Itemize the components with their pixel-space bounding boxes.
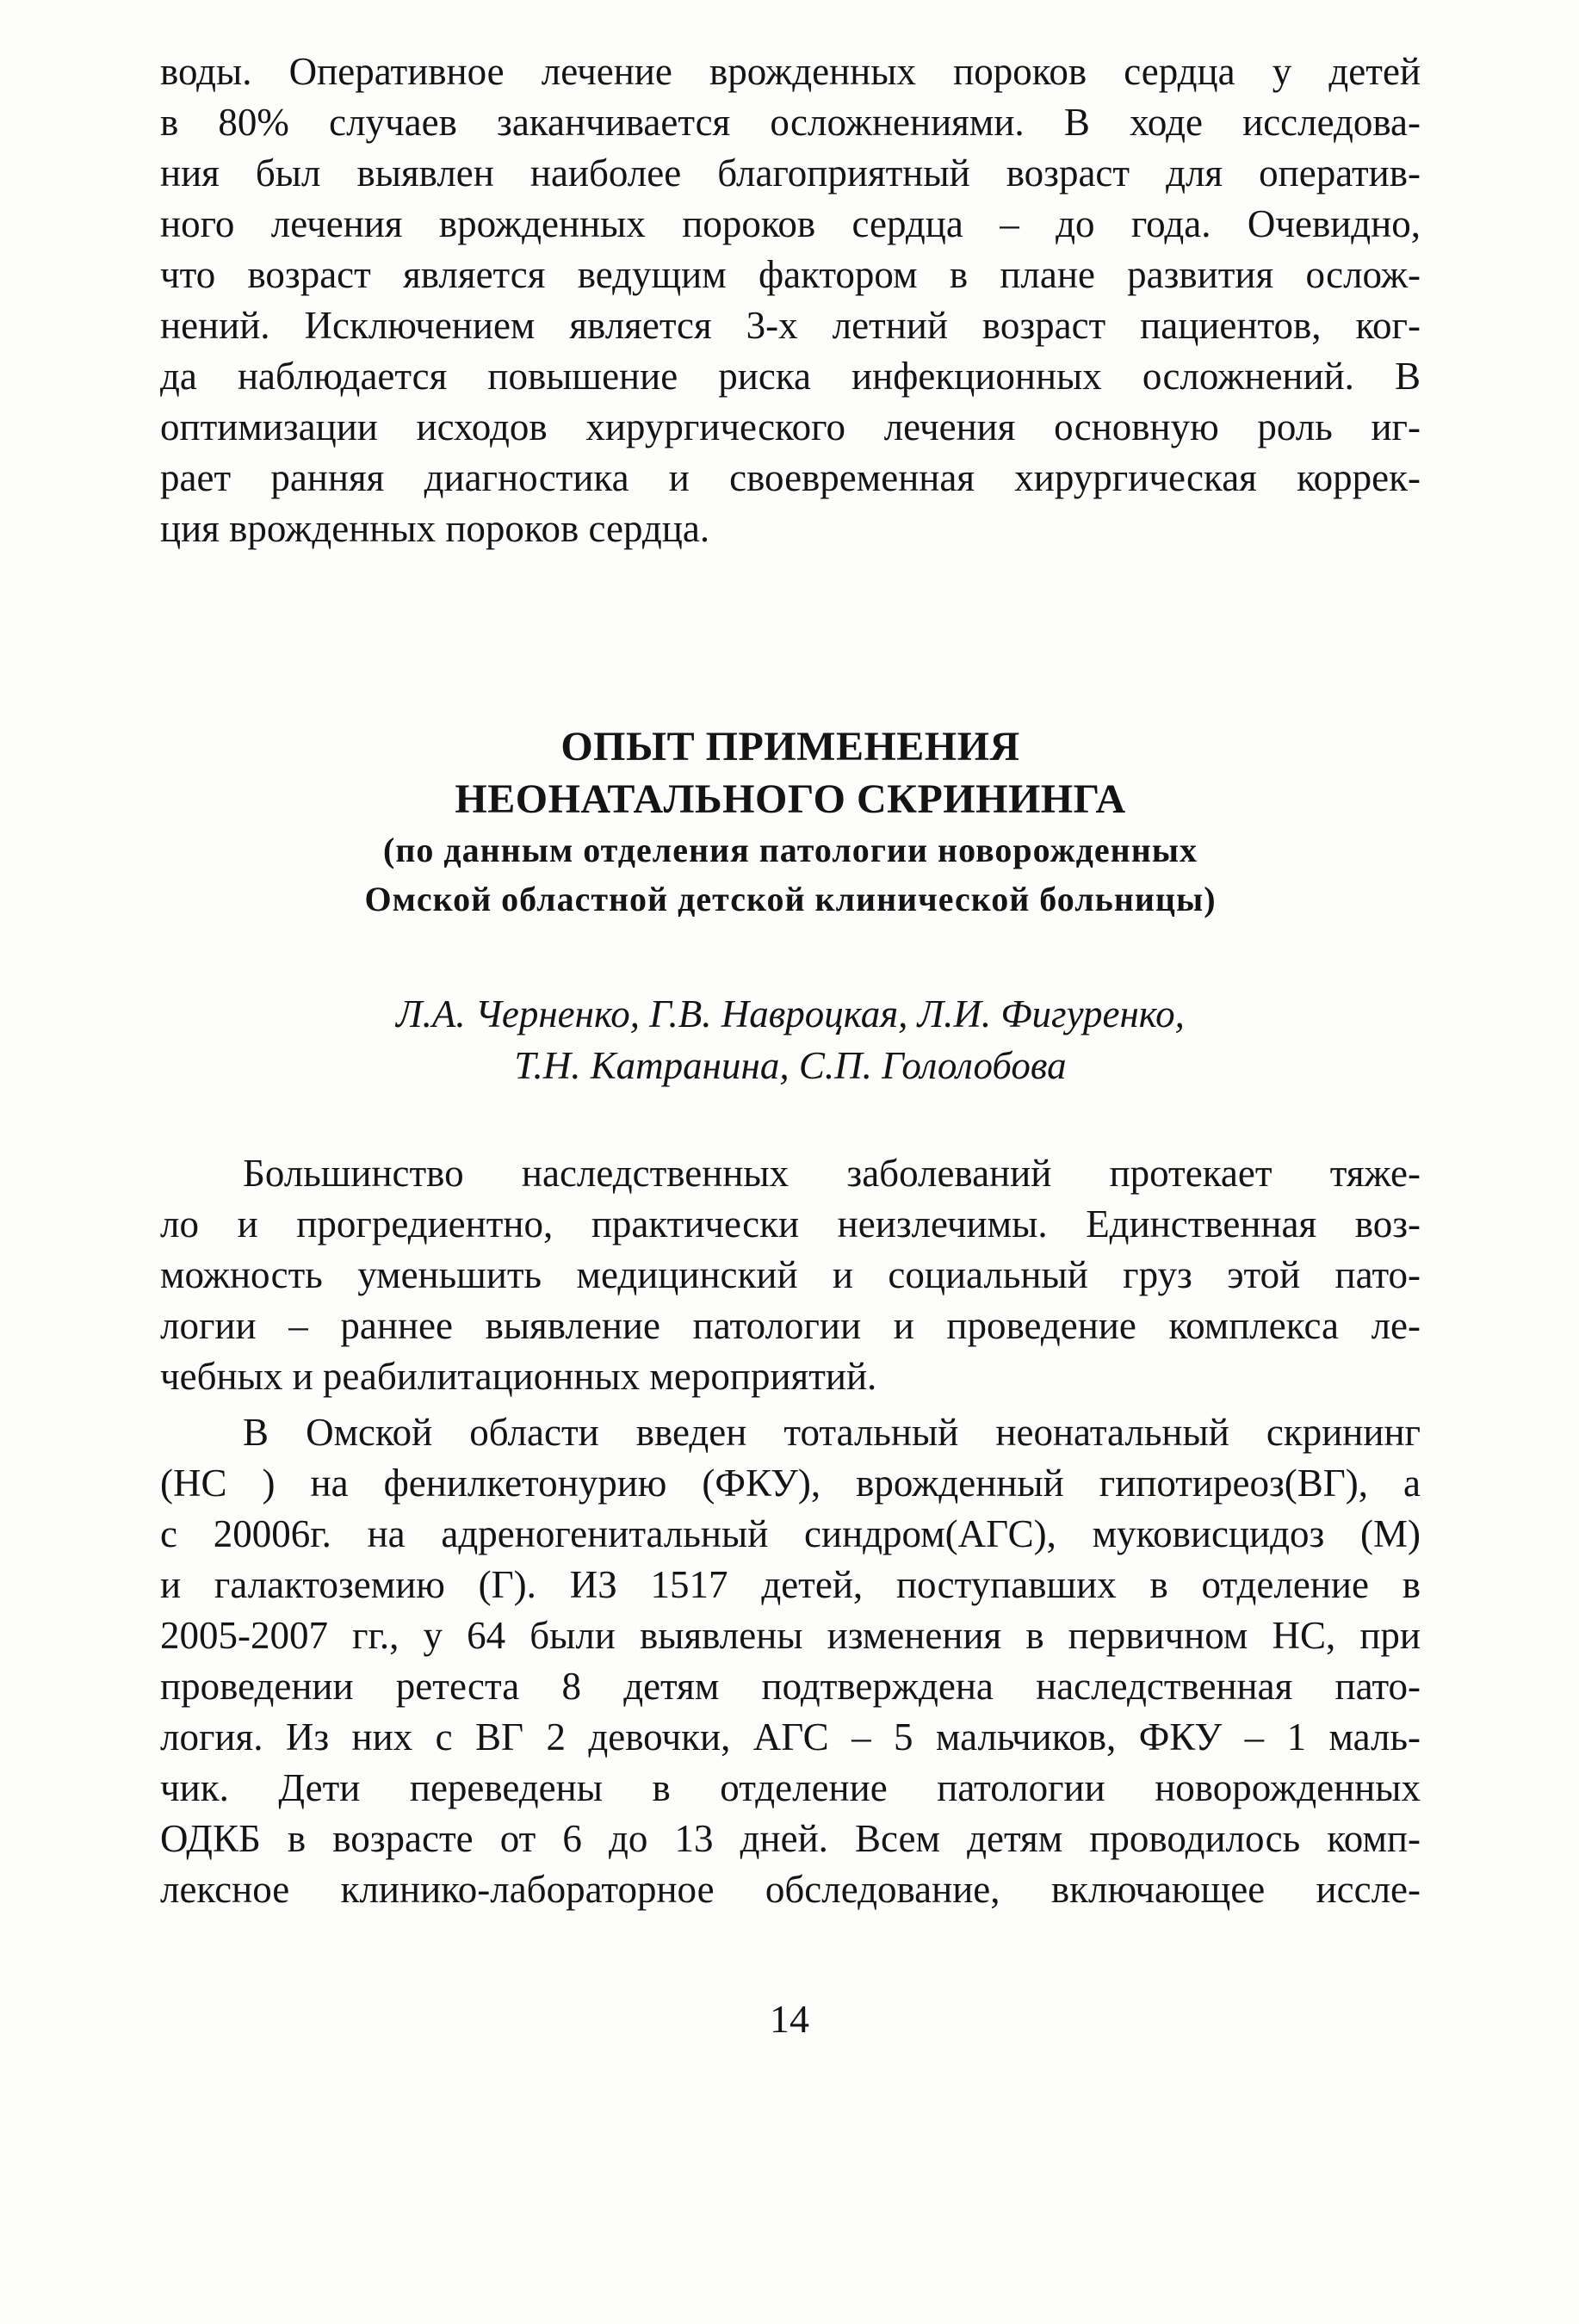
text-line: (НС ) на фенилкетонурию (ФКУ), врожденный гипотиреоз(ВГ), а (160, 1462, 1421, 1505)
text-line: оптимизации исходов хирургического лечения основную роль иг- (160, 405, 1421, 448)
text-line: ция врожденных пороков сердца. (160, 507, 710, 550)
article-title-line: ОПЫТ ПРИМЕНЕНИЯ (560, 724, 1020, 770)
text-line: нений. Исключением является 3-х летний возраст пациентов, ког- (160, 304, 1421, 347)
text-line: Большинство наследственных заболеваний протекает тяже- (243, 1152, 1421, 1195)
text-line: можность уменьшить медицинский и социальный груз этой пато- (160, 1253, 1421, 1296)
text-line: ло и прогредиентно, практически неизлечимы. Единственная воз- (160, 1202, 1421, 1245)
text-line: логии – раннее выявление патологии и проведение комплекса ле- (160, 1304, 1421, 1347)
article-heading (160, 720, 1421, 924)
text-line: чик. Дети переведены в отделение патологии новорожденных (160, 1766, 1421, 1809)
authors-line: Т.Н. Катранина, С.П. Гололобова (514, 1044, 1067, 1087)
paragraph-screening (160, 1407, 1421, 1915)
article-authors (160, 988, 1421, 1091)
text-line: В Омской области введен тотальный неонатальный скрининг (243, 1411, 1421, 1454)
text-line: чебных и реабилитационных мероприятий. (160, 1355, 877, 1398)
article-subtitle-line: Омской областной детской клинической больницы) (364, 880, 1217, 918)
text-line: лексное клинико-лабораторное обследование, включающее иссле- (160, 1868, 1421, 1911)
text-line: ОДКБ в возрасте от 6 до 13 дней. Всем детям проводилось комп- (160, 1817, 1421, 1860)
text-line: в 80% случаев заканчивается осложнениями. В ходе исследова- (160, 101, 1421, 144)
text-line: с 20006г. на адреногенитальный синдром(АГС), муковисцидоз (М) (160, 1512, 1421, 1555)
text-line: ния был выявлен наиболее благоприятный возраст для оператив- (160, 151, 1421, 195)
text-line: воды. Оперативное лечение врожденных пороков сердца у детей (160, 50, 1421, 93)
page-number: 14 (770, 1997, 809, 2041)
text-line: что возраст является ведущим фактором в плане развития ослож- (160, 253, 1421, 296)
text-line: логия. Из них с ВГ 2 девочки, АГС – 5 мальчиков, ФКУ – 1 маль- (160, 1715, 1421, 1758)
text-line: и галактоземию (Г). ИЗ 1517 детей, поступавших в отделение в (160, 1563, 1421, 1606)
article-subtitle-line: (по данным отделения патологии новорожденных (383, 831, 1198, 869)
text-line: ного лечения врожденных пороков сердца – до года. Очевидно, (160, 202, 1421, 245)
text-line: да наблюдается повышение риска инфекционных осложнений. В (160, 355, 1421, 398)
authors-line: Л.А. Черненко, Г.В. Навроцкая, Л.И. Фигуренко, (396, 992, 1185, 1035)
text-line: проведении ретеста 8 детям подтверждена наследственная пато- (160, 1665, 1421, 1708)
article-title-line: НЕОНАТАЛЬНОГО СКРИНИНГА (455, 776, 1126, 822)
text-line: 2005-2007 гг., у 64 были выявлены изменения в первичном НС, при (160, 1614, 1421, 1657)
text-line: рает ранняя диагностика и своевременная хирургическая коррек- (160, 456, 1421, 499)
paragraph-continuation (160, 46, 1421, 554)
paragraph-intro (160, 1148, 1421, 1402)
